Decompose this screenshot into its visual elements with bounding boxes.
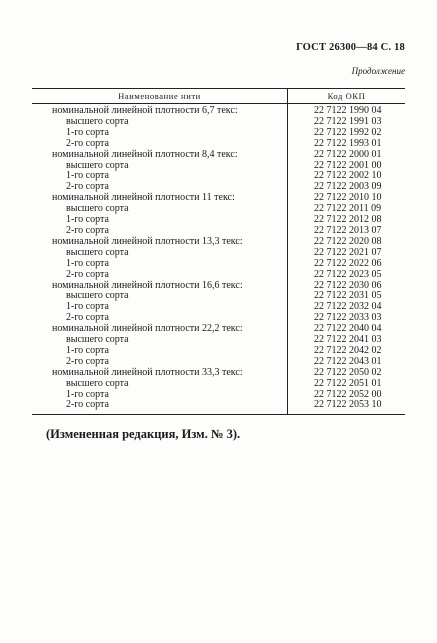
okp-code-cell: 22 7122 1993 01 [288, 139, 406, 150]
table-row [32, 259, 405, 270]
grade-cell: высшего сорта [66, 203, 129, 215]
okp-code-cell: 22 7122 2043 01 [288, 357, 406, 368]
okp-code-cell: 22 7122 2022 06 [288, 259, 406, 270]
grade-cell: 2-го сорта [66, 312, 109, 324]
grade-cell: высшего сорта [66, 115, 129, 127]
grade-cell: высшего сорта [66, 334, 129, 346]
grade-cell: высшего сорта [66, 377, 129, 389]
grade-cell: высшего сорта [66, 246, 129, 258]
grade-cell: 1-го сорта [66, 126, 109, 138]
table-row [32, 104, 405, 117]
table-row [32, 139, 405, 150]
okp-code-cell: 22 7122 1991 03 [288, 117, 406, 128]
okp-code-cell: 22 7122 2023 05 [288, 270, 406, 281]
grade-cell: 1-го сорта [66, 257, 109, 269]
okp-code-cell: 22 7122 2000 01 [288, 150, 406, 161]
column-header-name: Наименование нити [32, 89, 288, 104]
table-body [32, 104, 405, 415]
grade-cell: 1-го сорта [66, 344, 109, 356]
thread-density-cell: номинальной линейной плотности 13,3 текс: [52, 235, 243, 247]
grade-cell: 2-го сорта [66, 137, 109, 149]
okp-code-table [32, 88, 405, 415]
okp-code-cell: 22 7122 2012 08 [288, 215, 406, 226]
amendment-note: (Измененная редакция, Изм. № 3). [46, 427, 241, 441]
thread-density-cell: номинальной линейной плотности 8,4 текс: [52, 148, 238, 160]
thread-density-cell: номинальной линейной плотности 11 текс: [52, 192, 235, 204]
okp-code-cell: 22 7122 1992 02 [288, 128, 406, 139]
table-row [32, 150, 405, 161]
grade-cell: 2-го сорта [66, 268, 109, 280]
okp-code-cell: 22 7122 2002 10 [288, 171, 406, 182]
grade-cell: 1-го сорта [66, 170, 109, 182]
okp-code-cell: 22 7122 2020 08 [288, 237, 406, 248]
grade-cell: 2-го сорта [66, 355, 109, 367]
thread-density-cell: номинальной линейной плотности 6,7 текс: [52, 105, 238, 116]
thread-density-cell: номинальной линейной плотности 22,2 текс: [52, 323, 243, 335]
okp-code-cell: 22 7122 2001 00 [288, 161, 406, 172]
okp-code-cell: 22 7122 2003 09 [288, 182, 406, 193]
page-header: ГОСТ 26300—84 С. 18 [296, 42, 405, 53]
grade-cell: 1-го сорта [66, 214, 109, 226]
grade-cell: высшего сорта [66, 159, 129, 171]
okp-code-cell: 22 7122 2051 01 [288, 379, 406, 390]
grade-cell: 2-го сорта [66, 224, 109, 236]
okp-code-cell: 22 7122 2052 00 [288, 390, 406, 401]
table-header-row [32, 89, 405, 104]
column-header-code: Код ОКП [288, 89, 406, 104]
table-row [32, 270, 405, 281]
okp-code-cell: 22 7122 2032 04 [288, 302, 406, 313]
grade-cell: 2-го сорта [32, 400, 288, 414]
okp-code-cell: 22 7122 2030 06 [288, 281, 406, 292]
grade-cell: 1-го сорта [66, 388, 109, 400]
table-row [32, 400, 405, 414]
okp-code-cell: 22 7122 1990 04 [288, 104, 406, 117]
okp-code-cell: 22 7122 2010 10 [288, 193, 406, 204]
okp-code-cell: 22 7122 2053 10 [288, 400, 406, 414]
okp-code-cell: 22 7122 2011 09 [288, 204, 406, 215]
thread-density-cell: номинальной линейной плотности 16,6 текс: [52, 279, 243, 291]
grade-cell: 1-го сорта [66, 301, 109, 313]
okp-code-cell: 22 7122 2041 03 [288, 335, 406, 346]
okp-code-cell: 22 7122 2021 07 [288, 248, 406, 259]
thread-density-cell: номинальной линейной плотности 33,3 текс: [52, 366, 243, 378]
okp-code-cell: 22 7122 2031 05 [288, 291, 406, 302]
table-row [32, 379, 405, 390]
okp-code-cell: 22 7122 2042 02 [288, 346, 406, 357]
okp-code-cell: 22 7122 2033 03 [288, 313, 406, 324]
continuation-label: Продолжение [351, 66, 405, 76]
grade-cell: 2-го сорта [66, 181, 109, 193]
okp-code-cell: 22 7122 2040 04 [288, 324, 406, 335]
okp-code-cell: 22 7122 2050 02 [288, 368, 406, 379]
okp-code-cell: 22 7122 2013 07 [288, 226, 406, 237]
grade-cell: высшего сорта [66, 290, 129, 302]
